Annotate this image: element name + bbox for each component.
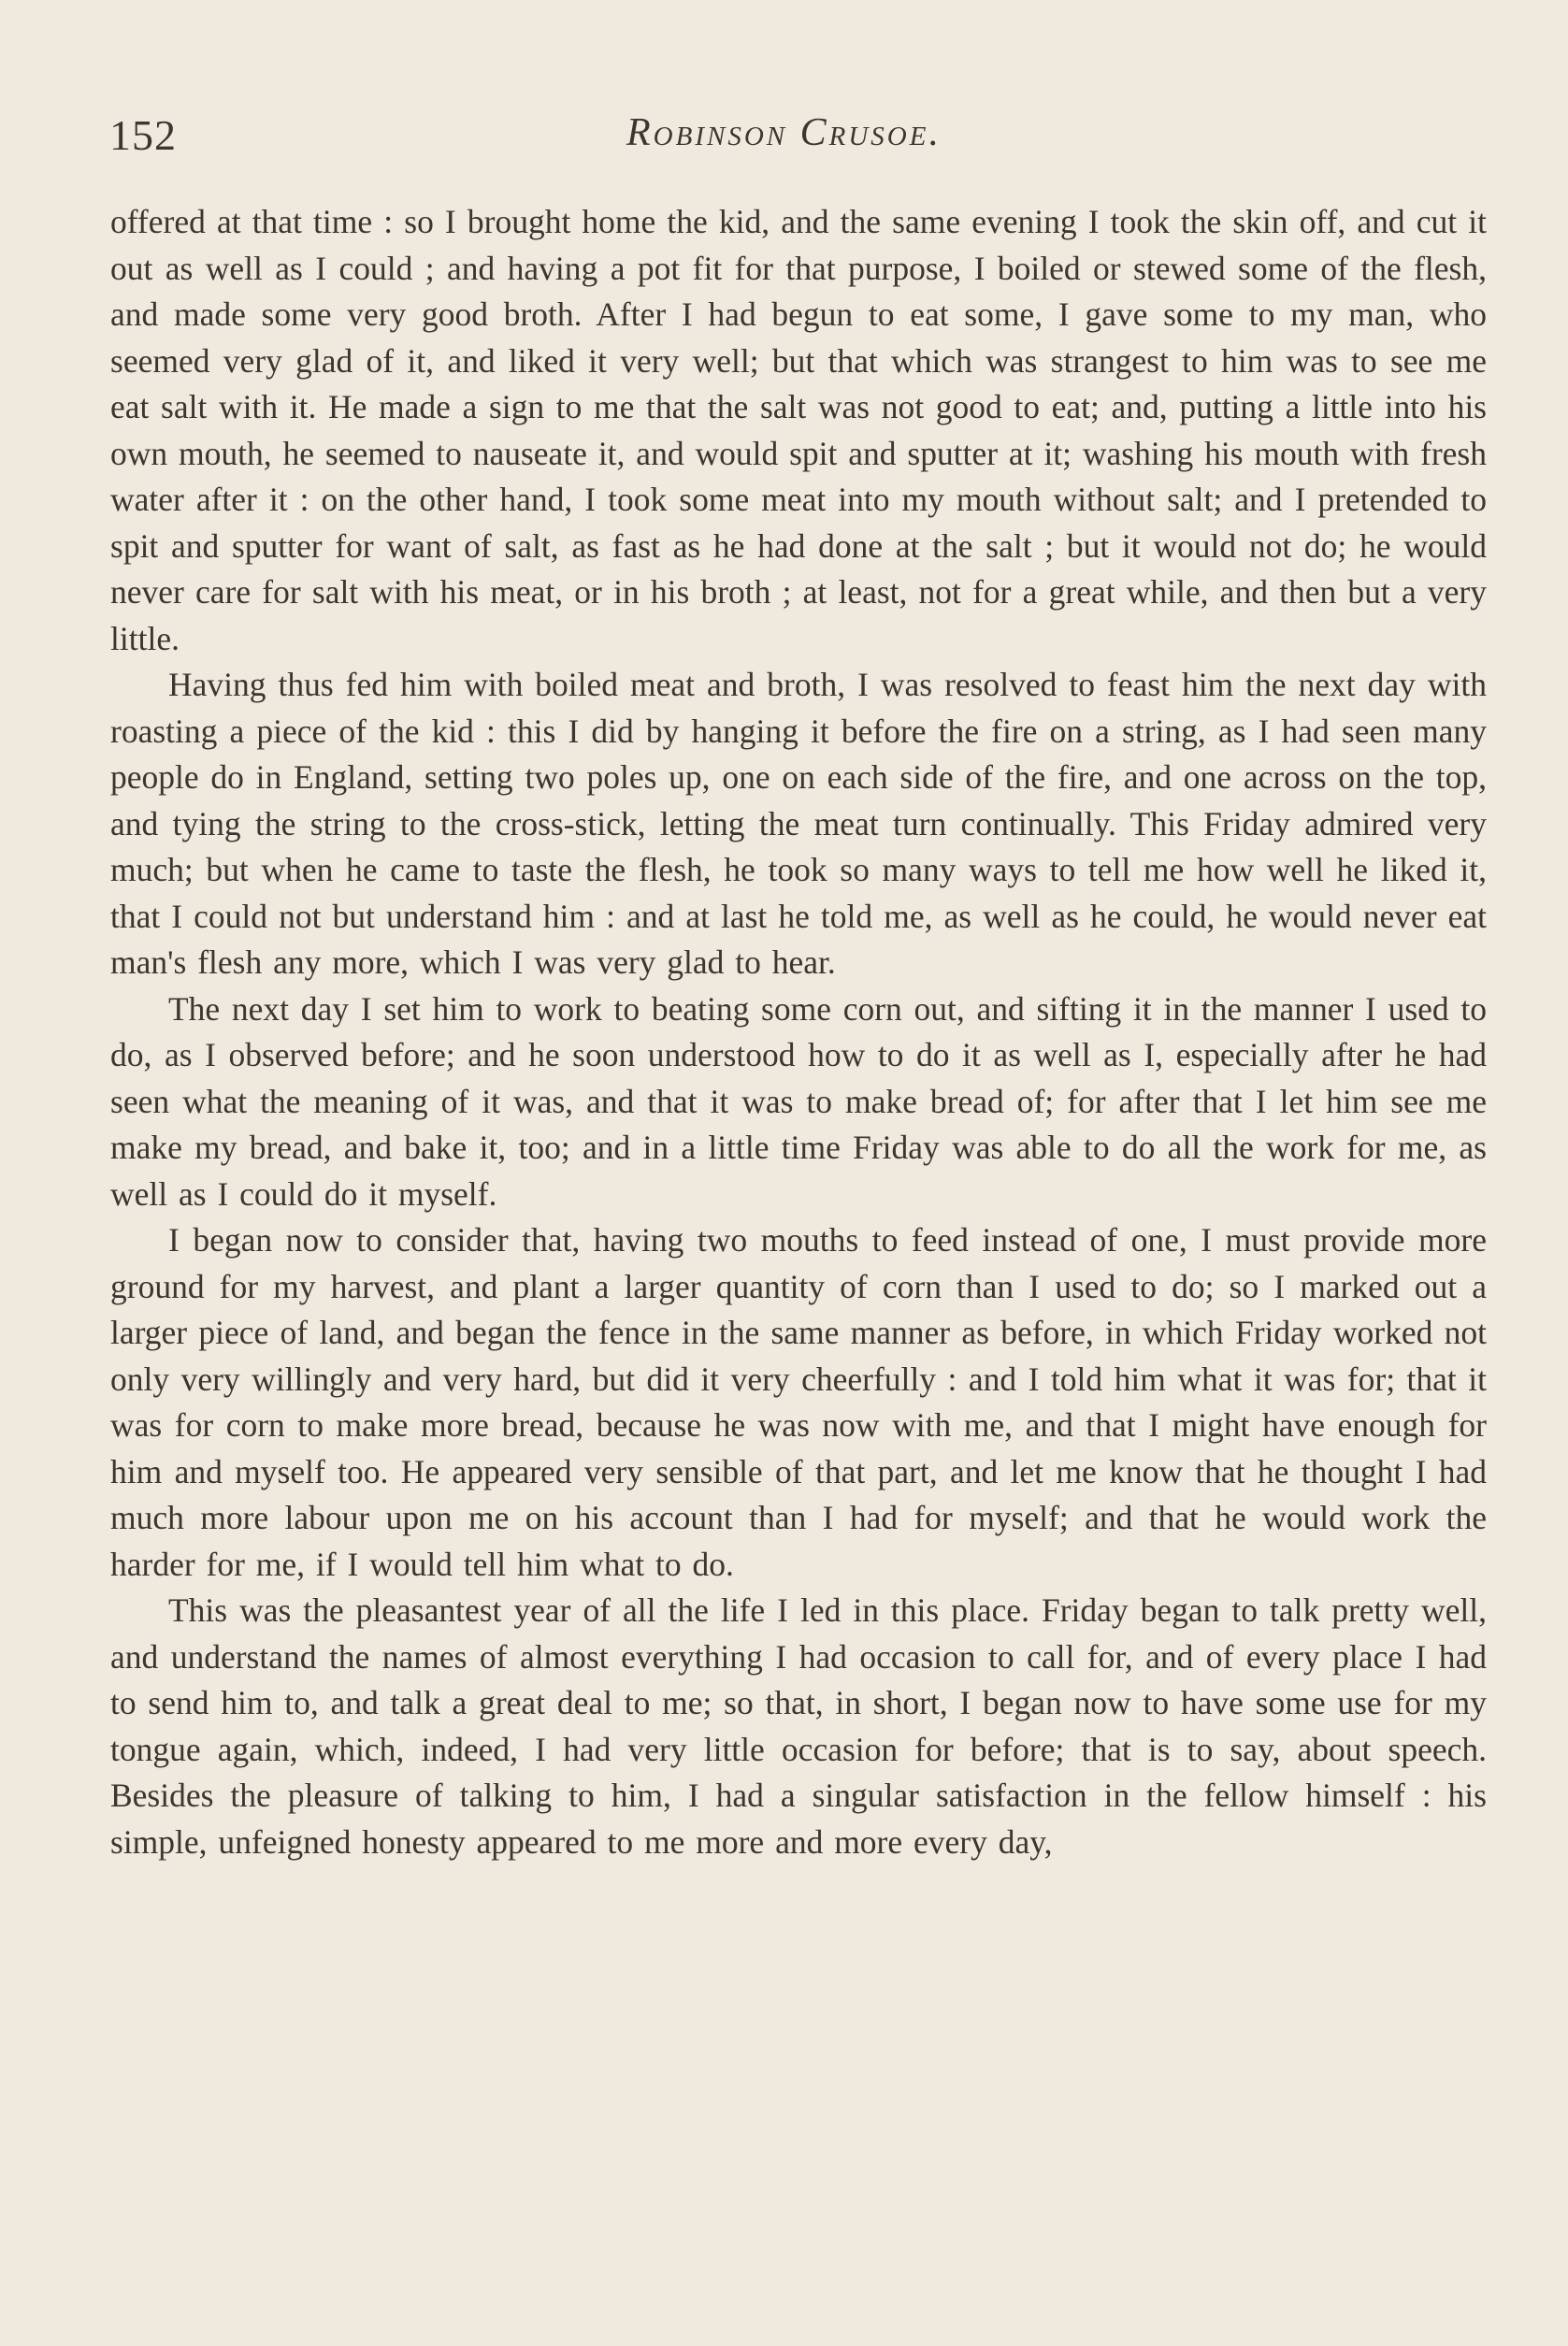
paragraph: offered at that time : so I brought home the kid, and the same evening I took the skin off, and cut it out as well as I could ; and having a pot fit for that purpose, I boiled or stewed some of the flesh, and made some very good broth. After I had begun to eat some, I gave some to my man, who seemed very glad of it, and liked it very well; but that which was strangest to him was to see me eat salt with it. He made a sign to me that the salt was not good to eat; and, putting a little into his own mouth, he seemed to nauseate it, and would spit and sputter at it; washing his mouth with fresh water after it : on the other hand, I took some meat into my mouth without salt; and I pretended to spit and sputter for want of salt, as fast as he had done at the salt ; but it would not do; he would never care for salt with his meat, or in his broth ; at least, not for a great while, and then but a very little. (110, 203, 1487, 657)
paragraph: I began now to consider that, having two mouths to feed instead of one, I must provide more ground for my harvest, and plant a larger quantity of corn than I used to do; so I marked out a larger piece of land, and began the fence in the same manner as before, in which Friday worked not only very willingly and very hard, but did it very cheerfully : and I told him what it was for; that it was for corn to make more bread, because he was now with me, and that I might have enough for him and myself too. He appeared very sensible of that part, and let me know that he thought I had much more labour upon me on his account than I had for myself; and that he would work the harder for me, if I would tell him what to do. (110, 1221, 1487, 1583)
body-text (110, 199, 1487, 1865)
paragraph: The next day I set him to work to beating some corn out, and sifting it in the manner I used to do, as I observed before; and he soon understood how to do it as well as I, especially after he had seen what the meaning of it was, and that it was to make bread of; for after that I let him see me make my bread, and bake it, too; and in a little time Friday was able to do all the work for me, as well as I could do it myself. (110, 989, 1487, 1213)
paragraph: Having thus fed him with boiled meat and broth, I was resolved to feast him the next day with roasting a piece of the kid : this I did by hanging it before the fire on a string, as I had seen many people do in England, setting two poles up, one on each side of the fire, and one across on the top, and tying the string to the cross-stick, letting the meat turn continually. This Friday admired very much; but when he came to taste the flesh, he took so many ways to tell me how well he liked it, that I could not but understand him : and at last he told me, as well as he could, he would never eat man's flesh any more, which I was very glad to hear. (110, 666, 1487, 981)
running-head: Robinson Crusoe. (626, 111, 942, 154)
page-number: 152 (109, 111, 177, 159)
paragraph: This was the pleasantest year of all the life I led in this place. Friday began to talk pretty well, and understand the names of almost everything I had occasion to call for, and of every place I had to send him to, and talk a great deal to me; so that, in short, I began now to have some use for my tongue again, which, indeed, I had very little occasion for before; that is to say, about speech. Besides the pleasure of talking to him, I had a singular satisfaction in the fellow himself : his simple, unfeigned honesty appeared to me more and more every day, (110, 1591, 1487, 1861)
